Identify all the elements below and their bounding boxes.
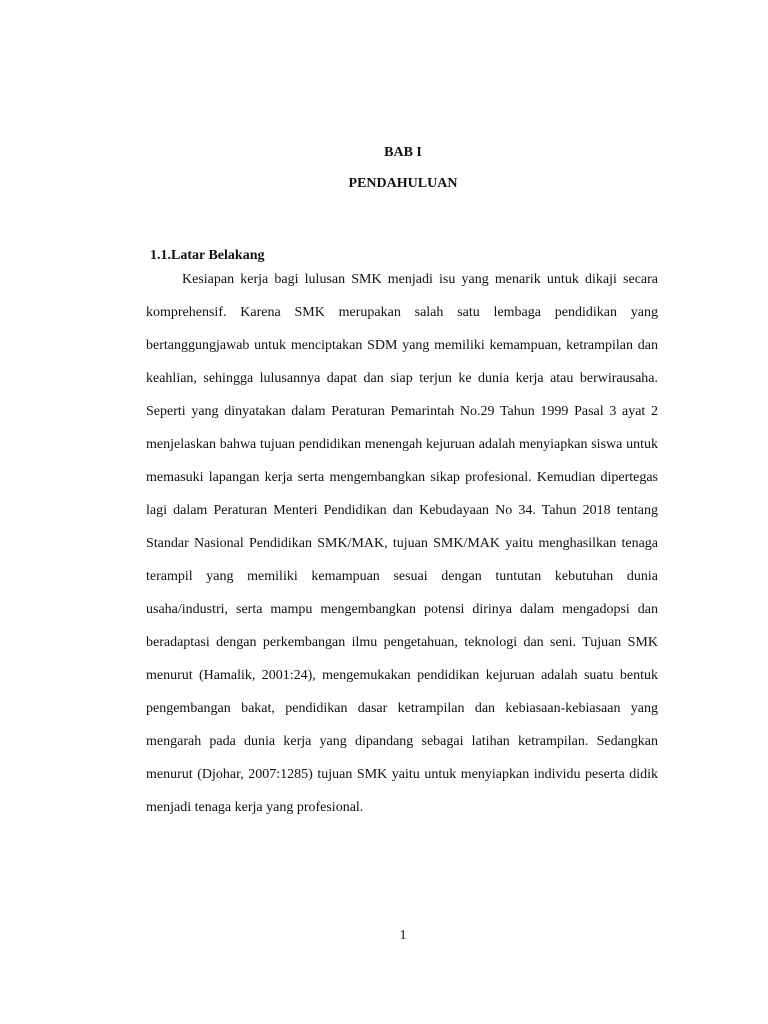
chapter-number: BAB I — [384, 145, 422, 160]
chapter-title: PENDAHULUAN — [348, 176, 458, 191]
body-paragraph: Kesiapan kerja bagi lulusan SMK menjadi isu yang menarik untuk dikaji secara komprehensif. Karena SMK merupakan salah satu lembaga pendidikan yang bertanggungjawab untuk menciptakan SDM yang memiliki kemampuan, ketrampilan dan keahlian, sehingga lulusannya dapat dan siap terjun ke dunia kerja atau berwirausaha. Seperti yang dinyatakan dalam Peraturan Pemarintah No.29 Tahun 1999 Pasal 3 ayat 2 menjelaskan bahwa tujuan pendidikan menengah kejuruan adalah menyiapkan siswa untuk memasuki lapangan kerja serta mengembangkan sikap profesional. Kemudian dipertegas lagi dalam Peraturan Menteri Pendidikan dan Kebudayaan No 34. Tahun 2018 tentang Standar Nasional Pendidikan SMK/MAK, tujuan SMK/MAK yaitu menghasilkan tenaga terampil yang memiliki kemampuan sesuai dengan tuntutan kebutuhan dunia usaha/industri, serta mampu mengembangkan potensi dirinya dalam mengadopsi dan beradaptasi dengan perkembangan ilmu pengetahuan, teknologi dan seni. Tujuan SMK menurut (Hamalik, 2001:24), mengemukakan pendidikan kejuruan adalah suatu bentuk pengembangan bakat, pendidikan dasar ketrampilan dan kebiasaan-kebiasaan yang mengarah pada dunia kerja yang dipandang sebagai latihan ketrampilan. Sedangkan menurut (Djohar, 2007:1285) tujuan SMK yaitu untuk menyiapkan individu peserta didik menjadi tenaga kerja yang profesional. — [146, 272, 658, 815]
page-number: 1 — [399, 928, 407, 943]
section-heading: 1.1.Latar Belakang — [150, 248, 265, 263]
